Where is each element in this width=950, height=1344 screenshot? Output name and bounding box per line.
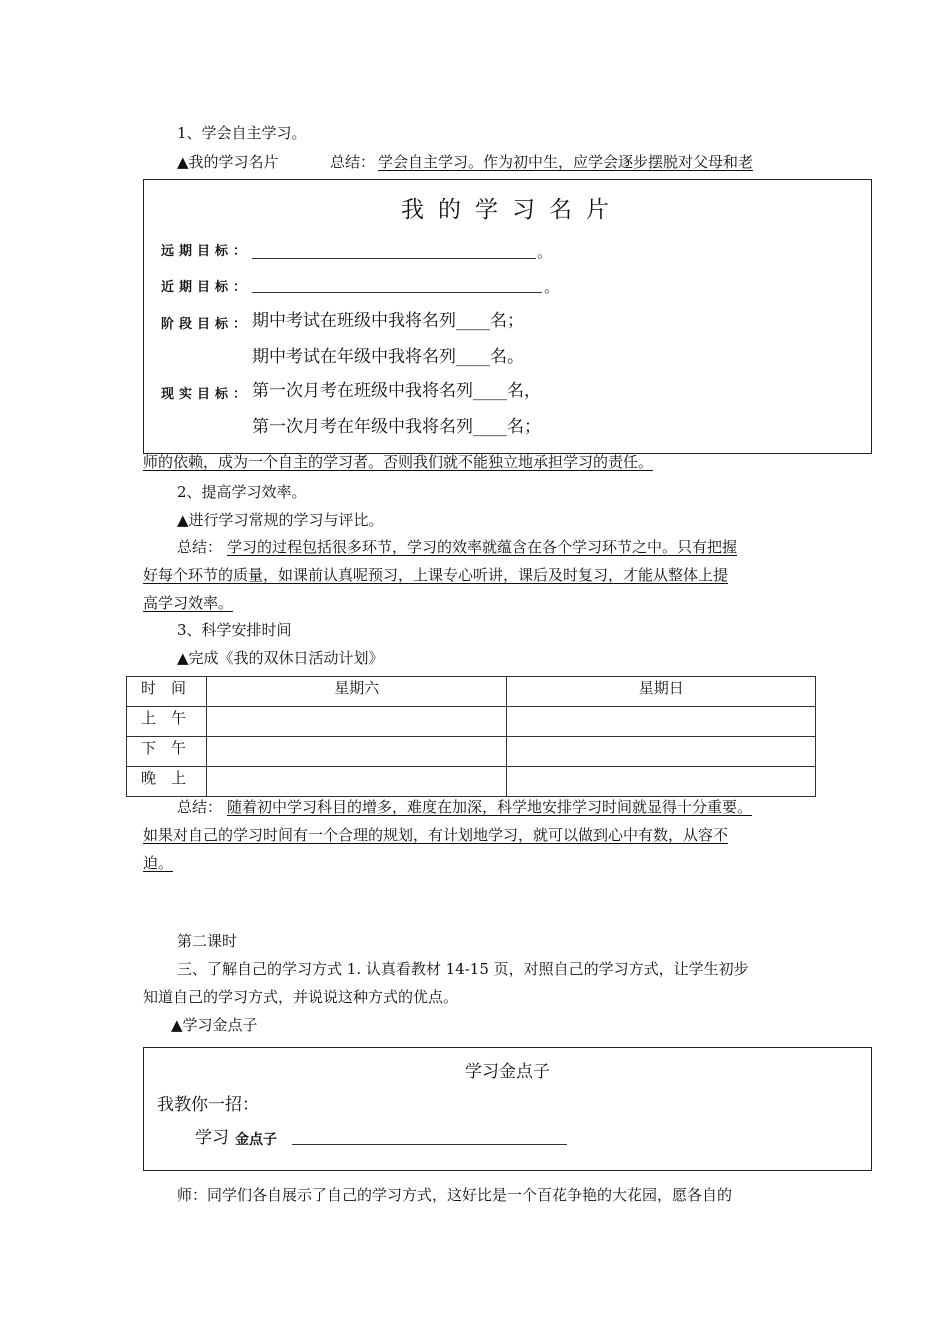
table-row-label: 上 午 [127, 707, 207, 737]
section-1-summary-label: 总结： [330, 153, 376, 171]
table-header-row [127, 677, 816, 707]
section-2-summary-line-1: 学习的过程包括很多环节，学习的效率就蕴含在各个学习环节之中。只有把握 [227, 538, 738, 556]
table-cell-sunday-afternoon[interactable] [507, 737, 816, 767]
lesson-2-intro-line-2: 知道自己的学习方式，并说说这种方式的优点。 [143, 988, 459, 1006]
section-2-summary-line-3: 高学习效率。 [143, 594, 234, 612]
study-tip-title: 学习金点子 [465, 1062, 550, 1082]
section-1-heading: 1、学会自主学习。 [177, 124, 307, 142]
table-cell-saturday-afternoon[interactable] [206, 737, 507, 767]
table-cell-sunday-evening[interactable] [507, 767, 816, 797]
table-cell-sunday-morning[interactable] [507, 707, 816, 737]
section-3-activity: ▲完成《我的双休日活动计划》 [177, 649, 384, 667]
study-tip-line-1: 我教你一招： [157, 1095, 259, 1115]
long-term-goal-blank[interactable] [252, 258, 536, 259]
table-row [127, 707, 816, 737]
table-header-sunday: 星期日 [507, 677, 816, 707]
real-goal-line-1: 第一次月考在班级中我将名列____名， [252, 381, 541, 401]
study-tip-line-2-bold: 金点子 [235, 1132, 277, 1148]
long-term-goal-end: 。 [537, 243, 553, 261]
table-header-saturday: 星期六 [206, 677, 507, 707]
stage-goal-line-2: 期中考试在年级中我将名列____名。 [252, 347, 524, 367]
section-1-summary-text: 学会自主学习。作为初中生，应学会逐步摆脱对父母和老 [378, 153, 754, 171]
closing-text: 师：同学们各自展示了自己的学习方式，这好比是一个百花争艳的大花园，愿各自的 [177, 1186, 733, 1204]
table-header-time: 时 间 [127, 677, 207, 707]
card-title: 我的学习名片 [401, 197, 623, 223]
section-3-heading: 3、科学安排时间 [177, 621, 292, 639]
weekend-plan-table [126, 676, 816, 797]
section-3-summary-line-2: 如果对自己的学习时间有一个合理的规划，有计划地学习，就可以做到心中有数，从容不 [143, 826, 729, 844]
study-tip-line-2-prefix: 学习 [195, 1128, 229, 1148]
section-3-summary-line-3: 迫。 [143, 854, 174, 872]
near-term-goal-blank[interactable] [252, 292, 542, 293]
near-term-goal-label: 近期目标： [161, 280, 252, 295]
near-term-goal-end: 。 [544, 278, 560, 296]
table-row-label: 晚 上 [127, 767, 207, 797]
section-2-summary-line-2: 好每个环节的质量，如课前认真呢预习，上课专心听讲，课后及时复习，才能从整体上提 [143, 566, 729, 584]
section-2-summary-label: 总结： [177, 538, 223, 556]
section-3-summary-label: 总结： [177, 798, 223, 816]
table-row [127, 737, 816, 767]
lesson-2-heading: 第二课时 [177, 932, 238, 950]
section-2-activity: ▲进行学习常规的学习与评比。 [177, 511, 384, 529]
study-tip-blank[interactable] [292, 1144, 567, 1145]
lesson-2-intro-line-1: 三、了解自己的学习方式 1. 认真看教材 14-15 页，对照自己的学习方式，让学生初步 [177, 960, 749, 978]
stage-goal-line-1: 期中考试在班级中我将名列____名； [252, 311, 524, 331]
section-1-activity: ▲我的学习名片 [177, 153, 279, 171]
table-row [127, 767, 816, 797]
table-cell-saturday-evening[interactable] [206, 767, 507, 797]
stage-goal-label: 阶段目标： [161, 317, 252, 332]
lesson-2-activity: ▲学习金点子 [171, 1016, 258, 1034]
section-2-heading: 2、提高学习效率。 [177, 483, 307, 501]
study-tip-box [143, 1047, 872, 1171]
real-goal-label: 现实目标： [161, 387, 252, 402]
learning-card [143, 179, 872, 454]
long-term-goal-label: 远期目标： [161, 244, 252, 259]
section-3-summary-line-1: 随着初中学习科目的增多，难度在加深，科学地安排学习时间就显得十分重要。 [227, 798, 753, 816]
table-cell-saturday-morning[interactable] [206, 707, 507, 737]
real-goal-line-2: 第一次月考在年级中我将名列____名； [252, 417, 541, 437]
table-row-label: 下 午 [127, 737, 207, 767]
section-1-summary-continued: 师的依赖，成为一个自主的学习者。否则我们就不能独立地承担学习的责任。 [143, 453, 654, 471]
